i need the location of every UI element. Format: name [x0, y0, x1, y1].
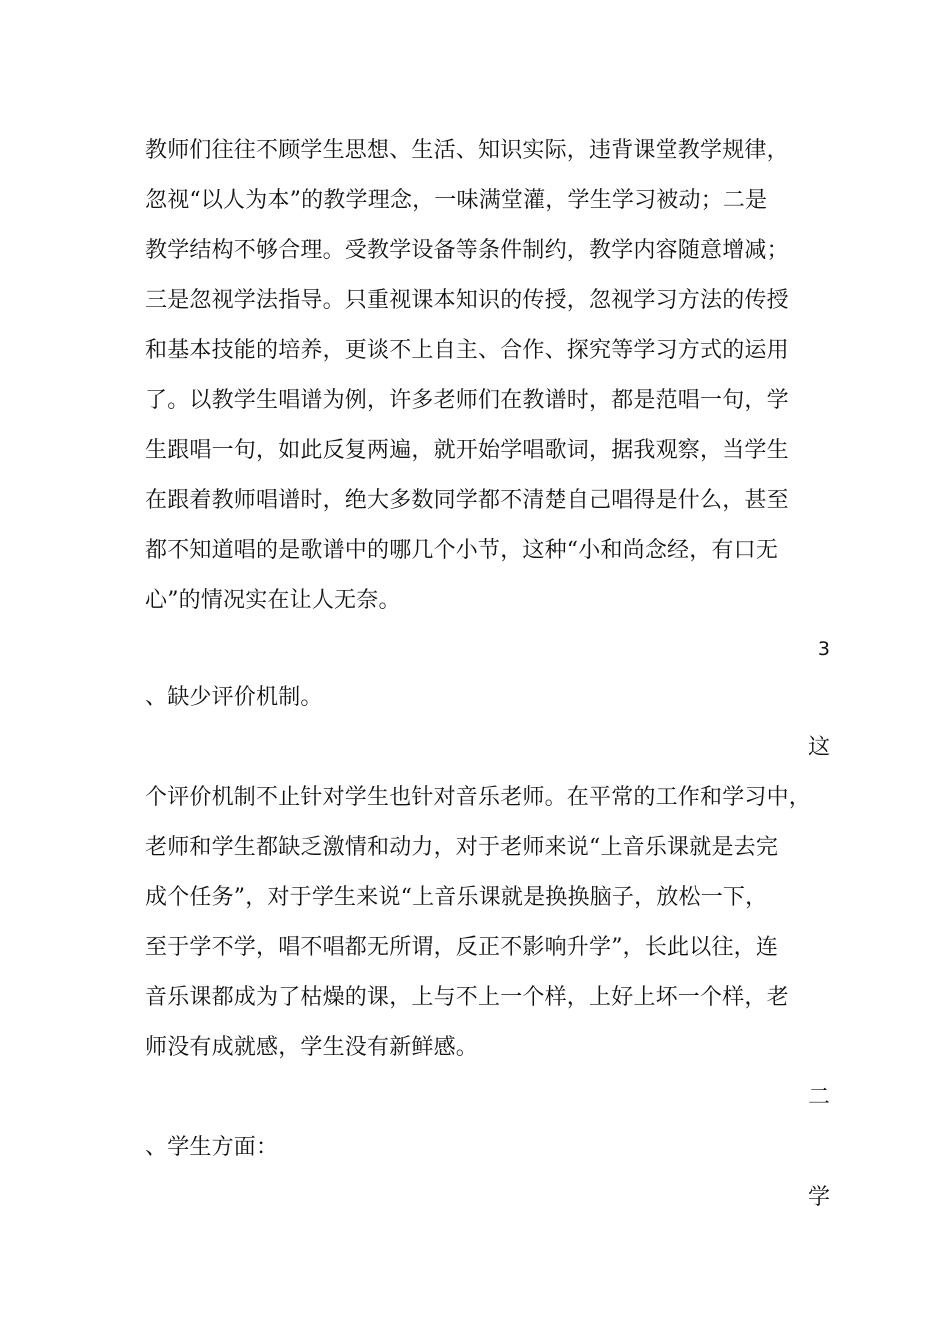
section-heading: 、缺少评价机制。 — [145, 685, 323, 710]
paragraph-line: 音乐课都成为了枯燥的课，上与不上一个样，上好上坏一个样，老 — [145, 985, 789, 1010]
paragraph-line: 教师们往往不顾学生思想、生活、知识实际，违背课堂教学规律， — [145, 138, 789, 163]
paragraph-line: 师没有成就感，学生没有新鲜感。 — [145, 1035, 479, 1060]
paragraph-line: 成个任务”，对于学生来说“上音乐课就是换换脑子，放松一下， — [145, 885, 768, 910]
paragraph-line: 老师和学生都缺乏激情和动力，对于老师来说“上音乐课就是去完 — [145, 835, 779, 860]
paragraph-line: 至于学不学，唱不唱都无所谓，反正不影响升学”，长此以往，连 — [145, 935, 779, 960]
paragraph-line: 和基本技能的培养，更谈不上自主、合作、探究等学习方式的运用 — [145, 338, 789, 363]
paragraph-lead-char: 学 — [807, 1185, 830, 1210]
paragraph-line: 心”的情况实在让人无奈。 — [145, 588, 401, 613]
section-number: 3 — [817, 638, 830, 660]
paragraph-line: 三是忽视学法指导。只重视课本知识的传授，忽视学习方法的传授 — [145, 288, 789, 313]
paragraph-line: 忽视“以人为本”的教学理念，一味满堂灌，学生学习被动；二是 — [145, 188, 768, 213]
section-number: 二 — [807, 1085, 830, 1110]
paragraph-line: 教学结构不够合理。受教学设备等条件制约，教学内容随意增减； — [145, 238, 789, 263]
paragraph-line: 了。以教学生唱谱为例，许多老师们在教谱时，都是范唱一句，学 — [145, 388, 789, 413]
section-heading: 、学生方面： — [145, 1135, 279, 1160]
paragraph-line: 都不知道唱的是歌谱中的哪几个小节，这种“小和尚念经，有口无 — [145, 538, 779, 563]
paragraph-line: 个评价机制不止针对学生也针对音乐老师。在平常的工作和学习中， — [145, 785, 812, 810]
paragraph-lead-char: 这 — [807, 735, 830, 760]
paragraph-line: 生跟唱一句，如此反复两遍，就开始学唱歌词，据我观察，当学生 — [145, 438, 789, 463]
paragraph-line: 在跟着教师唱谱时，绝大多数同学都不清楚自己唱得是什么，甚至 — [145, 488, 789, 513]
